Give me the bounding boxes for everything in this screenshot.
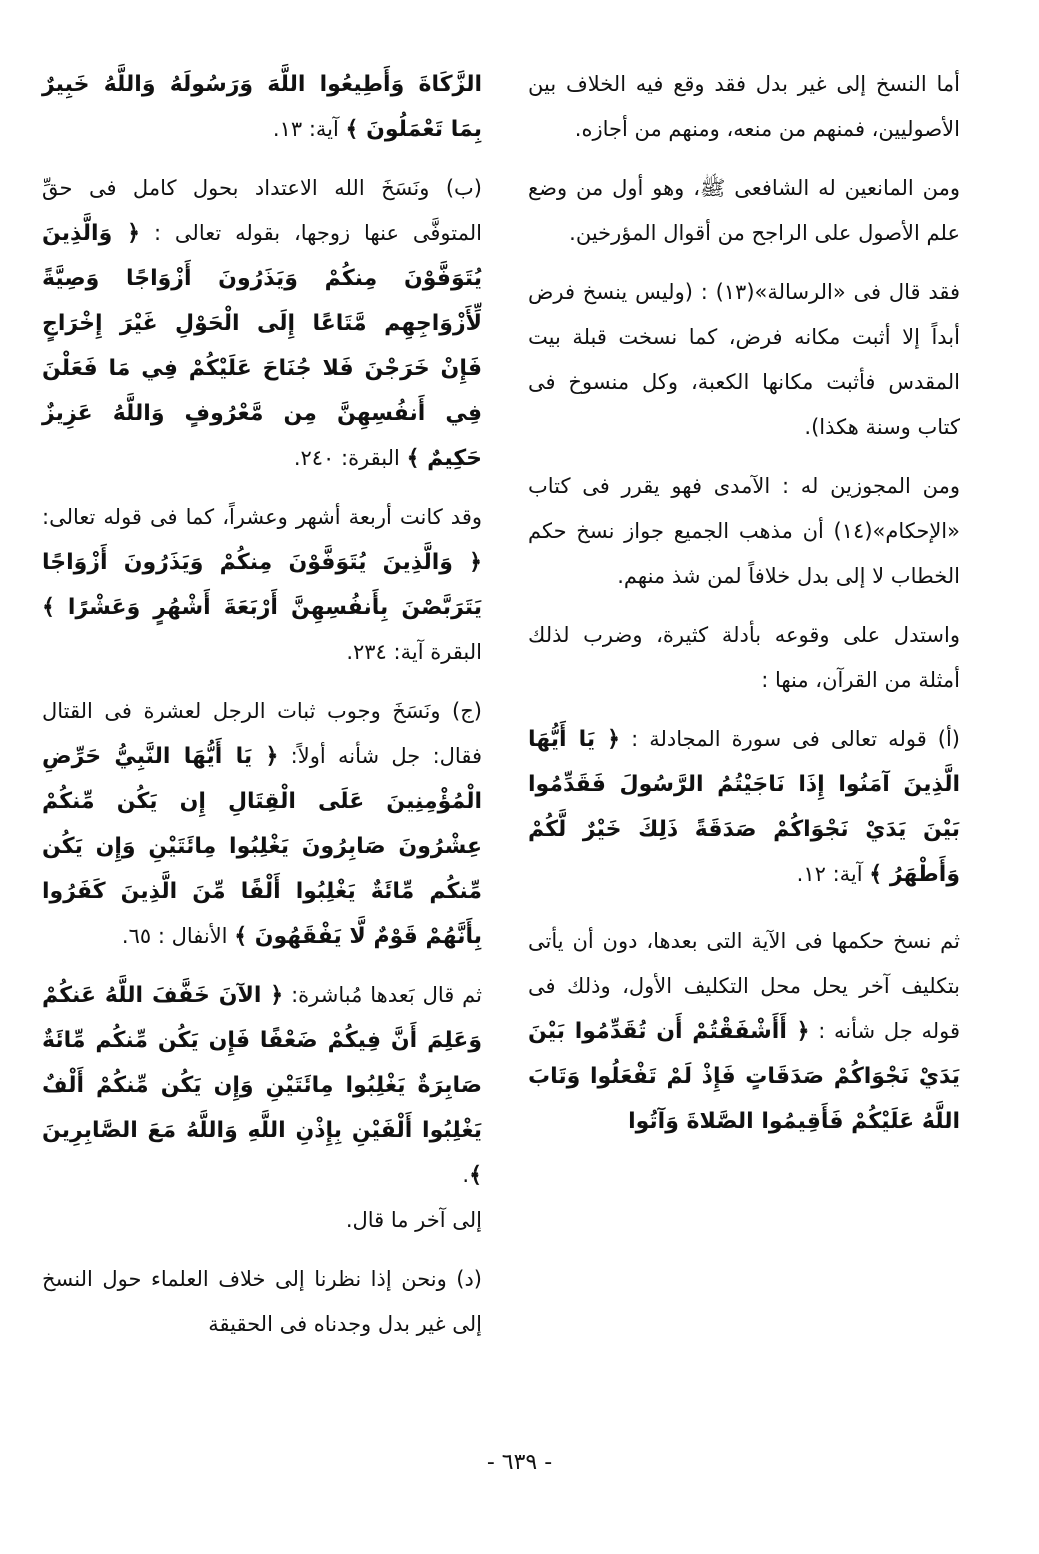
left-column (42, 62, 482, 1347)
quran-verse: ﴿ يَا أَيُّهَا الَّذِينَ آمَنُوا إِذَا نَاجَيْتُمُ الرَّسُولَ فَقَدِّمُوا بَيْنَ يَدَيْ نَجْوَاكُمْ صَدَقَةً ذَلِكَ خَيْرٌ لَّكُمْ وَأَطْهَرُ ﴾ (528, 727, 960, 887)
verse-reference: آية: ١٣. (272, 117, 346, 141)
paragraph-example-c (42, 689, 482, 959)
example-intro: ثم نسخ حكمها فى الآية التى بعدها، دون أن يأتى بتكليف آخر يحل محل التكليف الأول، وذلك فى قوله جل شأنه : (528, 929, 960, 1043)
paragraph-until-end: إلى آخر ما قال. (345, 1208, 482, 1232)
paragraph-four-months (42, 495, 482, 675)
paragraph-then-said (42, 973, 482, 1198)
example-intro: وقد كانت أربعة أشهر وعشراً، كما فى قوله تعالى: (42, 505, 482, 529)
quran-verse: الزَّكَاةَ وَأَطِيعُوا اللَّهَ وَرَسُولَهُ وَاللَّهُ خَبِيرٌ بِمَا تَعْمَلُونَ ﴾ (42, 72, 482, 142)
paragraph-mujadila-example (528, 717, 960, 897)
example-intro: (أ) قوله تعالى فى سورة المجادلة : (620, 727, 961, 751)
paragraph-abrogation-without-substitute: أما النسخ إلى غير بدل فقد وقع فيه الخلاف بين الأصوليين، فمنهم من منعه، ومنهم من أجازه. (528, 72, 960, 141)
right-column (528, 62, 960, 1144)
page-number: - ٦٣٩ - (486, 1450, 553, 1475)
verse-reference: . (462, 1163, 470, 1187)
paragraph-verse-continuation (42, 62, 482, 152)
verse-reference: البقرة: ٢٤٠. (293, 446, 407, 470)
verse-reference: الأنفال : ٦٥. (121, 924, 235, 948)
paragraph-abrogating-verse (528, 919, 960, 1144)
paragraph-shafii: ومن المانعين له الشافعى ﷺ، وهو أول من وضع علم الأصول على الراجح من أقوال المؤرخين. (528, 176, 960, 245)
verse-reference: آية: ١٢. (796, 862, 870, 886)
quran-verse: ﴿ وَالَّذِينَ يُتَوَفَّوْنَ مِنكُمْ وَيَذَرُونَ أَزْوَاجًا يَتَرَبَّصْنَ بِأَنفُسِهِنَّ أَرْبَعَةَ أَشْهُرٍ وَعَشْرًا ﴾ (42, 550, 482, 620)
example-intro: (ج) ونَسَخَ وجوب ثبات الرجل لعشرة فى القتال فقال: جل شأنه أولاً: (42, 699, 482, 768)
quran-verse: ﴿ أَأَشْفَقْتُمْ أَن تُقَدِّمُوا بَيْنَ يَدَيْ نَجْوَاكُمْ صَدَقَاتٍ فَإِذْ لَمْ تَفْعَلُوا وَتَابَ اللَّهُ عَلَيْكُمْ فَأَقِيمُوا الصَّلاةَ وَآتُوا (528, 1019, 960, 1134)
paragraph-risala-quote: فقد قال فى «الرسالة»(١٣) : (وليس ينسخ فرض أبداً إلا أثبت مكانه فرض، كما نسخت قبلة بيت المقدس فأثبت مكانها الكعبة، وكل منسوخ فى كتاب وسنة هكذا). (528, 280, 961, 439)
paragraph-example-d: (د) ونحن إذا نظرنا إلى خلاف العلماء حول النسخ إلى غير بدل وجدناه فى الحقيقة (42, 1267, 482, 1336)
quran-verse: ﴿ وَالَّذِينَ يُتَوَفَّوْنَ مِنكُمْ وَيَذَرُونَ أَزْوَاجًا وَصِيَّةً لِّأَزْوَاجِهِم مَّتَاعًا إِلَى الْحَوْلِ غَيْرَ إِخْرَاجٍ فَإِنْ خَرَجْنَ فَلا جُنَاحَ عَلَيْكُمْ فِي مَا فَعَلْنَ فِي أَنفُسِهِنَّ مِن مَّعْرُوفٍ وَاللَّهُ عَزِيزٌ حَكِيمٌ ﴾ (42, 221, 482, 471)
example-intro: (ب) ونَسَخَ الله الاعتداد بحول كامل فى حقِّ المتوفَّى عنها زوجها، بقوله تعالى : (42, 176, 482, 245)
paragraph-example-b (42, 166, 482, 481)
quran-verse: ﴿ يَا أَيُّهَا النَّبِيُّ حَرِّضِ الْمُؤْمِنِينَ عَلَى الْقِتَالِ إِن يَكُن مِّنكُمْ عِشْرُونَ صَابِرُونَ يَغْلِبُوا مِائَتَيْنِ وَإِن يَكُن مِّنكُم مِّائَةٌ يَغْلِبُوا أَلْفًا مِّنَ الَّذِينَ كَفَرُوا بِأَنَّهُمْ قَوْمٌ لَّا يَفْقَهُونَ ﴾ (42, 744, 482, 949)
paragraph-amidi: ومن المجوزين له : الآمدى فهو يقرر فى كتاب «الإحكام»(١٤) أن مذهب الجميع جواز نسخ حكم الخطاب لا إلى بدل خلافاً لمن شذ منهم. (528, 474, 960, 588)
example-intro: ثم قال بَعدها مُباشرة: (283, 983, 483, 1007)
quran-verse: ﴿ الآنَ خَفَّفَ اللَّهُ عَنكُمْ وَعَلِمَ أَنَّ فِيكُمْ ضَعْفًا فَإِن يَكُن مِّنكُم مِّائَةٌ صَابِرَةٌ يَغْلِبُوا مِائَتَيْنِ وَإِن يَكُن مِّنكُمْ أَلْفٌ يَغْلِبُوا أَلْفَيْنِ بِإِذْنِ اللَّهِ وَاللَّهُ مَعَ الصَّابِرِينَ ﴾ (42, 983, 482, 1188)
verse-reference: البقرة آية: ٢٣٤. (346, 640, 482, 664)
paragraph-evidence: واستدل على وقوعه بأدلة كثيرة، وضرب لذلك أمثلة من القرآن، منها : (528, 623, 960, 692)
